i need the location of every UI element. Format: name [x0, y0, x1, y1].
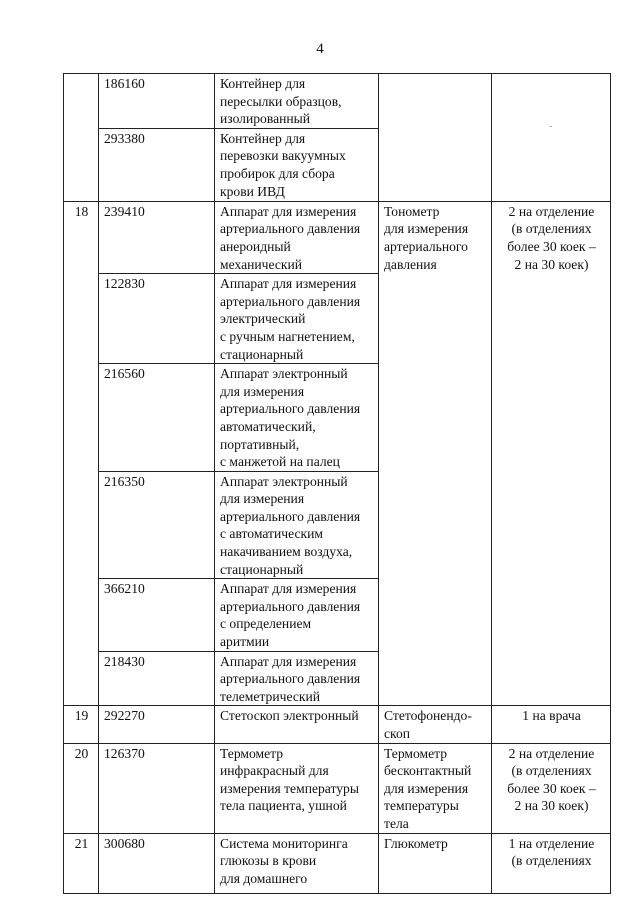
row-number-cell — [64, 74, 99, 202]
name-cell: Аппарат для измерения артериального давления телеметрический — [215, 651, 379, 706]
name-cell: Аппарат для измерения артериального давления анероидный механический — [215, 201, 379, 273]
name-cell: Термометр инфракрасный для измерения температуры тела пациента, ушной — [215, 743, 379, 833]
type-cell: Стетофонендо- скоп — [379, 706, 492, 743]
table-row — [64, 201, 611, 273]
table-row — [64, 74, 611, 129]
name-cell: Система мониторинга глюкозы в крови для домашнего — [215, 833, 379, 893]
type-cell: Глюкометр — [379, 833, 492, 893]
row-number-cell: 19 — [64, 706, 99, 743]
quantity-cell: 1 на врача — [492, 706, 611, 743]
quantity-cell — [492, 74, 611, 202]
type-cell: Тонометр для измерения артериального давления — [379, 201, 492, 706]
code-cell: 218430 — [99, 651, 215, 706]
quantity-cell: 2 на отделение (в отделениях более 30 коек – 2 на 30 коек) — [492, 743, 611, 833]
name-cell: Аппарат электронный для измерения артериального давления автоматический, портативный, с манжетой на палец — [215, 364, 379, 472]
page-number: 4 — [316, 41, 324, 57]
row-number-cell: 18 — [64, 201, 99, 706]
row-number-cell: 21 — [64, 833, 99, 893]
table-row — [64, 743, 611, 833]
table-row — [64, 706, 611, 743]
name-cell: Аппарат для измерения артериального давления с определением аритмии — [215, 579, 379, 651]
equipment-table — [63, 73, 611, 894]
code-cell: 126370 — [99, 743, 215, 833]
name-cell: Контейнер для перевозки вакуумных пробирок для сбора крови ИВД — [215, 128, 379, 201]
name-cell: Стетоскоп электронный — [215, 706, 379, 743]
name-cell: Контейнер для пересылки образцов, изолированный — [215, 74, 379, 129]
code-cell: 122830 — [99, 274, 215, 364]
type-cell — [379, 74, 492, 202]
code-cell: 186160 — [99, 74, 215, 129]
code-cell: 300680 — [99, 833, 215, 893]
quantity-cell: 1 на отделение (в отделениях — [492, 833, 611, 893]
name-cell: Аппарат электронный для измерения артериального давления с автоматическим накачиванием воздуха, стационарный — [215, 471, 379, 579]
type-cell: Термометр бесконтактный для измерения температуры тела — [379, 743, 492, 833]
code-cell: 239410 — [99, 201, 215, 273]
code-cell: 293380 — [99, 128, 215, 201]
code-cell: 216350 — [99, 471, 215, 579]
code-cell: 292270 — [99, 706, 215, 743]
dash-mark: - — [549, 121, 553, 132]
name-cell: Аппарат для измерения артериального давления электрический с ручным нагнетением, стационарный — [215, 274, 379, 364]
quantity-cell: 2 на отделение (в отделениях более 30 коек – 2 на 30 коек) — [492, 201, 611, 706]
row-number-cell: 20 — [64, 743, 99, 833]
code-cell: 216560 — [99, 364, 215, 472]
table-row — [64, 833, 611, 893]
code-cell: 366210 — [99, 579, 215, 651]
